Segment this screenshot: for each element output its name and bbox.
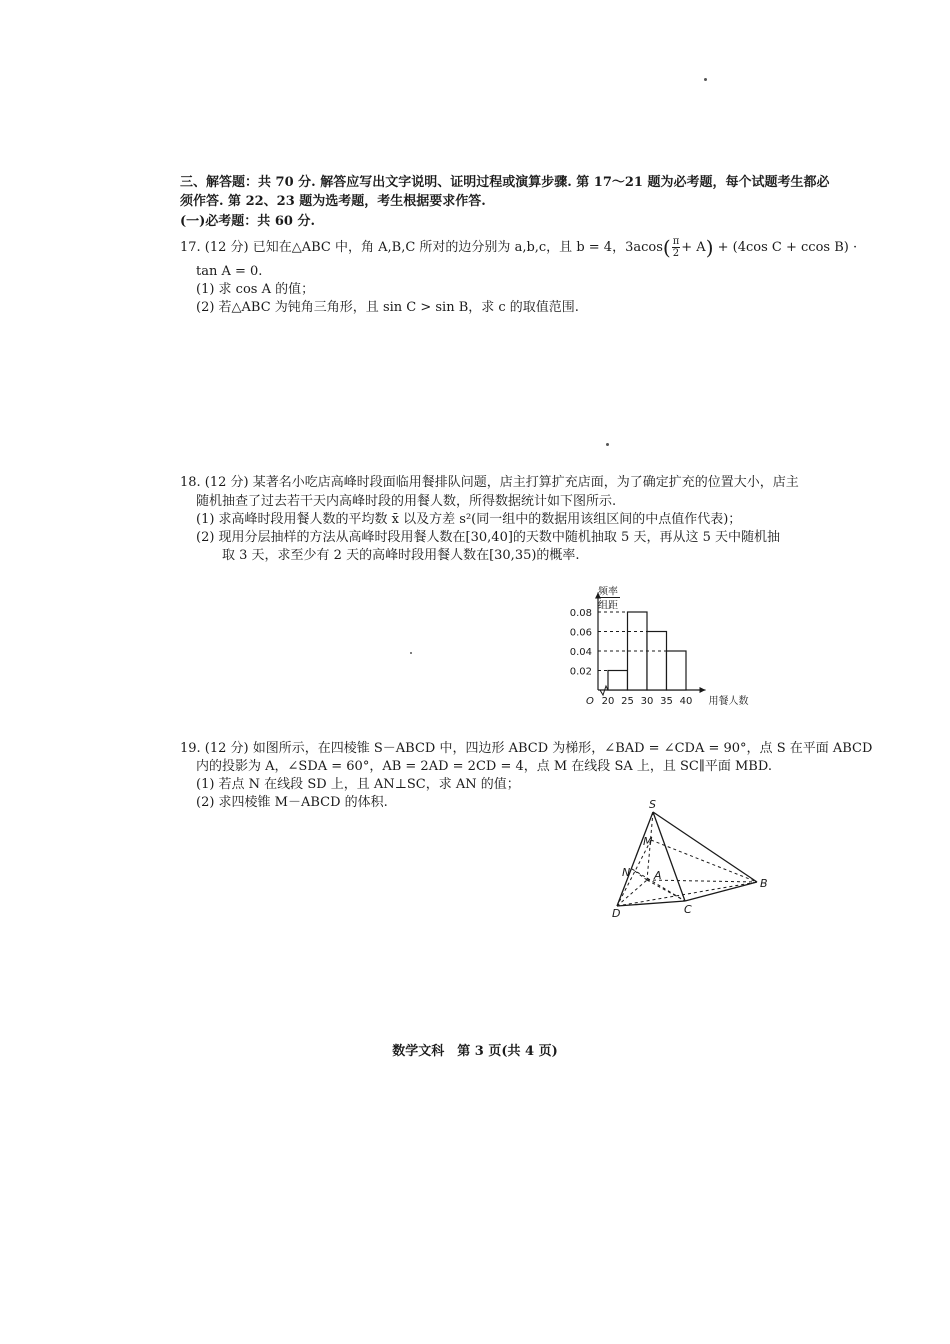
paren-open: ( xyxy=(662,235,671,260)
paren-close: ) xyxy=(705,235,714,260)
fraction xyxy=(672,236,681,259)
section-heading-line1: 三、解答题：共 70 分. 解答应写出文字说明、证明过程或演算步骤. 第 17～21 题为必考题，每个试题考生都必 xyxy=(180,175,830,190)
pyramid-figure xyxy=(605,798,785,928)
q17-line1 xyxy=(180,236,857,259)
x-tick-label: 20 xyxy=(601,696,615,707)
y-tick-label: 0.06 xyxy=(569,627,592,639)
edge-SD xyxy=(617,812,653,906)
q17-sub2: (2) 若△ABC 为钝角三角形，且 sin C > sin B，求 c 的取值范围. xyxy=(196,300,579,315)
label-N: N xyxy=(622,866,631,879)
edge-CB xyxy=(685,882,757,901)
frac-num: π xyxy=(672,236,680,247)
q18-sub2-line2: 取 3 天，求至少有 2 天的高峰时段用餐人数在[30,35)的概率. xyxy=(222,548,580,563)
y-tick-label: 0.04 xyxy=(569,647,592,658)
x-axis-arrow xyxy=(700,687,706,693)
q18-sub1: (1) 求高峰时段用餐人数的平均数 x̄ 以及方差 s²(同一组中的数据用该组区间的中点值作代表)； xyxy=(196,512,742,527)
y-label-bottom: 组距 xyxy=(598,600,618,612)
y-tick-label: 0.02 xyxy=(569,666,592,678)
label-A: A xyxy=(654,869,662,882)
q17-sub1: (1) 求 cos A 的值； xyxy=(196,282,315,297)
x-tick-label: 25 xyxy=(621,696,634,707)
y-tick-label: 0.08 xyxy=(569,608,592,619)
label-C: C xyxy=(684,903,692,916)
x-axis-label: 用餐人数 xyxy=(708,696,749,707)
page-footer: 数学文科 第 3 页(共 4 页) xyxy=(392,1044,558,1059)
part-heading: (一)必考题：共 60 分. xyxy=(180,214,315,229)
histogram-chart xyxy=(550,555,790,715)
q19-line2: 内的投影为 A，∠SDA = 60°，AB = 2AD = 2CD = 4，点 M 在线段 SA 上，且 SC∥平面 MBD. xyxy=(196,759,772,774)
q17-text-a: 17. (12 分) 已知在△ABC 中，角 A,B,C 所对的边分别为 a,b,c，且 b = 4，3acos xyxy=(180,240,663,255)
scan-speck xyxy=(606,443,609,446)
scan-speck xyxy=(704,78,707,81)
label-S: S xyxy=(649,798,656,811)
q17-line2: tan A = 0. xyxy=(196,264,263,279)
label-B: B xyxy=(760,877,768,890)
histogram-bar xyxy=(608,671,628,691)
q19-sub2: (2) 求四棱锥 M－ABCD 的体积. xyxy=(196,795,388,810)
section-heading-line2: 须作答. 第 22、23 题为选考题，考生根据要求作答. xyxy=(180,194,486,209)
q18-sub2-line1: (2) 现用分层抽样的方法从高峰时段用餐人数在[30,40]的天数中随机抽取 5 天，再从这 5 天中随机抽 xyxy=(196,530,780,545)
x-tick-label: 30 xyxy=(640,696,654,707)
x-tick-label: 40 xyxy=(679,696,693,707)
scan-speck xyxy=(410,652,412,654)
edge-DC xyxy=(617,901,685,906)
edge-SC xyxy=(653,812,685,901)
y-label-top: 频率 xyxy=(598,586,618,598)
q17-text-c: + (4cos C + ccos B) · xyxy=(717,240,858,255)
histogram-bar xyxy=(647,632,667,691)
frac-den: 2 xyxy=(672,248,680,259)
q18-line2: 随机抽查了过去若干天内高峰时段的用餐人数，所得数据统计如下图所示. xyxy=(196,494,617,509)
q18-line1: 18. (12 分) 某著名小吃店高峰时段面临用餐排队问题，店主打算扩充店面，为了确定扩充的位置大小，店主 xyxy=(180,475,799,490)
histogram-bar xyxy=(667,651,687,690)
q17-text-b: + A xyxy=(681,240,706,255)
label-M: M xyxy=(643,835,653,848)
q19-line1: 19. (12 分) 如图所示，在四棱锥 S－ABCD 中，四边形 ABCD 为梯形，∠BAD = ∠CDA = 90°，点 S 在平面 ABCD xyxy=(180,741,873,756)
label-D: D xyxy=(612,907,621,920)
x-tick-label: 35 xyxy=(660,696,673,707)
origin-label: O xyxy=(586,696,594,707)
q19-sub1: (1) 若点 N 在线段 SD 上，且 AN⊥SC，求 AN 的值； xyxy=(196,777,520,792)
edge-AB xyxy=(647,880,757,882)
